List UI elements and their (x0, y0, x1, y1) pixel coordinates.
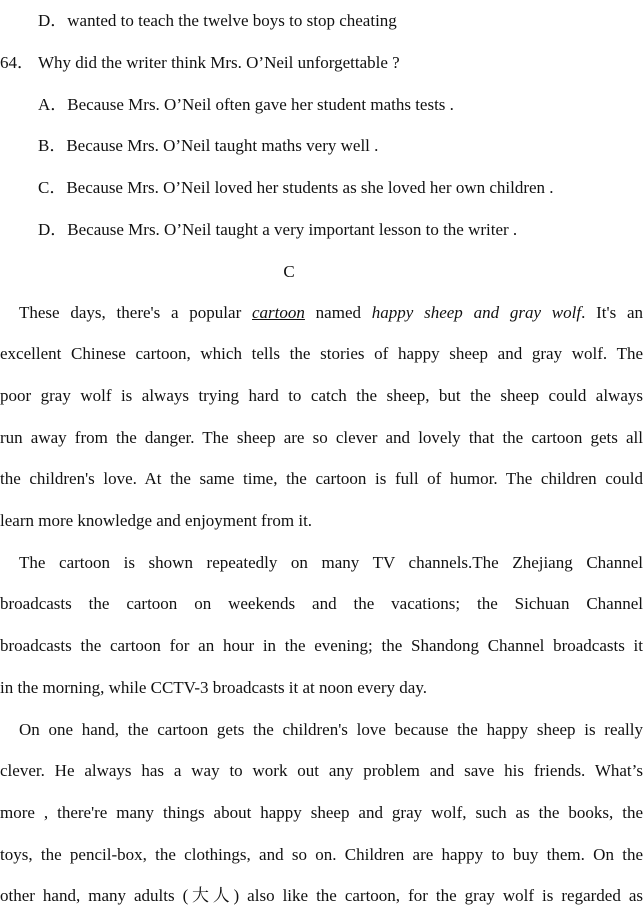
q64-option-a: A．Because Mrs. O’Neil often gave her student maths tests . (38, 95, 454, 114)
p1-line-2: excellent Chinese cartoon, which tells the stories of happy sheep and gray wolf. The (0, 344, 643, 363)
q64-option-b: B．Because Mrs. O’Neil taught maths very well . (38, 136, 379, 155)
q63-option-d: D．wanted to teach the twelve boys to stop cheating (38, 11, 397, 30)
p1-line-5: the children's love. At the same time, the cartoon is full of humor. The children could (0, 469, 643, 488)
p1-line-4: run away from the danger. The sheep are so clever and lovely that the cartoon gets all (0, 428, 643, 447)
p1-line-1 (19, 302, 643, 324)
p2-line-2: broadcasts the cartoon on weekends and the vacations; the Sichuan Channel (0, 594, 643, 613)
p2-line-4: in the morning, while CCTV-3 broadcasts it at noon every day. (0, 678, 427, 697)
p3-line-2: clever. He always has a way to work out any problem and save his friends. What’s (0, 761, 643, 780)
p1-line-3: poor gray wolf is always trying hard to catch the sheep, but the sheep could always (0, 386, 643, 405)
q64-option-c: C．Because Mrs. O’Neil loved her students as she loved her own children . (38, 178, 554, 197)
question-64: 64． Why did the writer think Mrs. O’Neil unforgettable ? (0, 53, 400, 72)
p3-line-5: other hand, many adults (大人) also like the cartoon, for the gray wolf is regarded as (0, 886, 643, 905)
p1-line-1-text-c: . It's an (581, 303, 643, 322)
cartoon-underlined-word: cartoon (252, 303, 305, 322)
q64-option-d: D．Because Mrs. O’Neil taught a very important lesson to the writer . (38, 220, 518, 239)
section-heading: C (283, 262, 295, 281)
p3-line-3: more , there're many things about happy sheep and gray wolf, such as the books, the (0, 803, 643, 822)
cartoon-title: happy sheep and gray wolf (371, 303, 582, 322)
p1-line-1-text-a: These days, there's a popular (19, 303, 253, 322)
p1-line-6: learn more knowledge and enjoyment from it. (0, 511, 313, 530)
p3-line-4: toys, the pencil-box, the clothings, and so on. Children are happy to buy them. On the (0, 845, 643, 864)
p1-line-1-text-b: named (304, 303, 372, 322)
p3-line-1: On one hand, the cartoon gets the children's love because the happy sheep is really (19, 720, 643, 739)
p2-line-1: The cartoon is shown repeatedly on many TV channels.The Zhejiang Channel (19, 553, 643, 572)
p2-line-3: broadcasts the cartoon for an hour in the evening; the Shandong Channel broadcasts it (0, 636, 643, 655)
